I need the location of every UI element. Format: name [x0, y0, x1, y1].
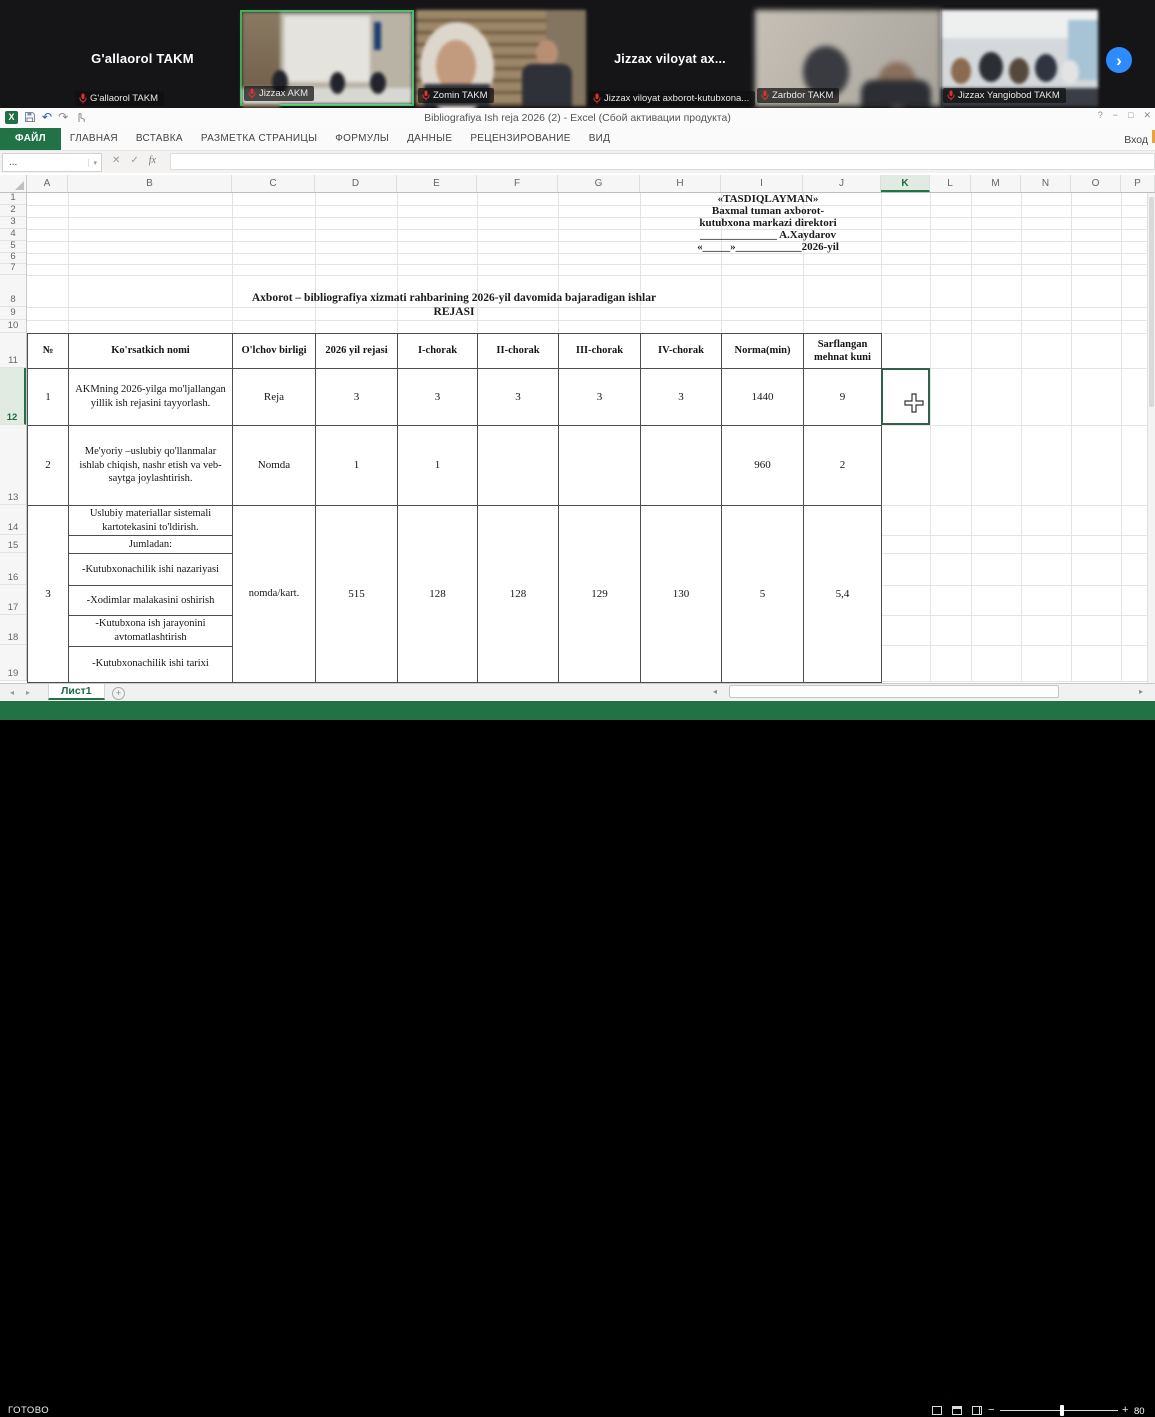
gridline	[971, 193, 972, 681]
row-header-9[interactable]: 9	[0, 307, 26, 320]
tab-formulas[interactable]: ФОРМУЛЫ	[335, 133, 390, 144]
spreadsheet-grid[interactable]	[0, 193, 1155, 683]
column-header-M[interactable]: M	[971, 175, 1021, 192]
tab-review[interactable]: РЕЦЕНЗИРОВАНИЕ	[470, 133, 571, 144]
excel-app-icon[interactable]: X	[5, 111, 18, 124]
gridline	[27, 217, 1155, 218]
participant-label-text: Zarbdor TAKM	[772, 90, 834, 101]
status-text: ГОТОВО	[8, 1405, 50, 1416]
participant-label	[75, 91, 164, 106]
column-header-J[interactable]: J	[803, 175, 881, 192]
gridline	[27, 205, 1155, 206]
column-header-D[interactable]: D	[315, 175, 397, 192]
select-all-corner[interactable]	[0, 175, 27, 192]
gridline	[27, 253, 1155, 254]
normal-view-icon[interactable]	[932, 1406, 942, 1415]
cell[interactable]: Reja	[233, 369, 316, 426]
undo-icon[interactable]: ↶	[42, 110, 53, 124]
participant-label-text: Jizzax AKM	[259, 88, 309, 99]
cell[interactable]: 3	[641, 369, 722, 426]
cell[interactable]: 515	[316, 506, 398, 683]
cell[interactable]: Jumladan:	[69, 536, 233, 554]
row-header-10[interactable]: 10	[0, 320, 26, 333]
cell[interactable]: AKMning 2026-yilga mo'ljallangan yillik ish rejasini tayyorlash.	[69, 369, 233, 426]
approval-line: ______________ A.Xaydarov	[699, 229, 837, 241]
close-button[interactable]: ✕	[1143, 110, 1151, 120]
zoom-in-icon[interactable]: +	[1122, 1404, 1129, 1416]
scrollbar-thumb[interactable]	[1149, 197, 1154, 407]
column-header-G[interactable]: G	[558, 175, 640, 192]
header-cell[interactable]: №	[28, 334, 69, 369]
table-row	[28, 369, 882, 426]
cell-cursor-icon	[904, 393, 924, 413]
row-header-17[interactable]: 17	[0, 585, 26, 615]
cell[interactable]: 3	[28, 506, 69, 683]
row-header-15[interactable]: 15	[0, 535, 26, 553]
row-header-3[interactable]: 3	[0, 217, 26, 229]
gridline	[27, 275, 1155, 276]
column-header-F[interactable]: F	[477, 175, 558, 192]
sign-in-link[interactable]: Вход	[1124, 134, 1148, 146]
window-controls	[1098, 110, 1151, 121]
next-participants-button[interactable]	[1106, 47, 1132, 73]
participant-label-text: Jizzax Yangiobod TAKM	[958, 90, 1060, 101]
gridline	[27, 320, 1155, 321]
tab-view[interactable]: ВИД	[588, 133, 611, 144]
column-headers	[0, 175, 1155, 193]
row-header-5[interactable]: 5	[0, 241, 26, 253]
chevron-right-icon: ›	[1116, 50, 1122, 70]
muted-mic-icon	[947, 90, 955, 101]
chevron-down-icon[interactable]: ▾	[88, 159, 101, 167]
muted-mic-icon	[79, 93, 87, 104]
approval-line: «_____»____________2026-yil	[697, 241, 839, 253]
zoom-out-icon[interactable]: −	[988, 1404, 995, 1416]
sheet-prev-icon[interactable]: ◂	[10, 688, 15, 697]
cell[interactable]: 960	[722, 426, 804, 506]
cell[interactable]: 128	[398, 506, 478, 683]
muted-mic-icon	[422, 90, 430, 101]
row-header-19[interactable]: 19	[0, 645, 26, 681]
approval-block	[648, 193, 888, 253]
video-tile-yangiobod[interactable]	[941, 10, 1098, 106]
cell[interactable]: 2	[28, 426, 69, 506]
cell[interactable]: 5	[722, 506, 804, 683]
plan-title: Axborot – bibliografiya xizmati rahbarining 2026-yil davomida bajaradigan ishlar	[251, 292, 657, 304]
row-header-16[interactable]: 16	[0, 553, 26, 585]
video-tile-zomin[interactable]	[416, 10, 586, 106]
cell[interactable]: 1	[398, 426, 478, 506]
cell[interactable]: -Xodimlar malakasini oshirish	[69, 586, 233, 616]
formula-input[interactable]	[170, 153, 1155, 170]
participant-label	[589, 91, 755, 106]
cell[interactable]	[559, 426, 641, 506]
row-header-11[interactable]: 11	[0, 333, 26, 368]
row-header-14[interactable]: 14	[0, 505, 26, 535]
name-box[interactable]	[2, 153, 102, 172]
cell[interactable]: 129	[559, 506, 641, 683]
name-box-value: ...	[9, 157, 18, 168]
save-icon[interactable]	[24, 111, 36, 123]
participant-label-text: Jizzax viloyat axborot-kutubxona...	[604, 93, 750, 104]
tab-data[interactable]: ДАННЫЕ	[407, 133, 453, 144]
approval-line: Baxmal tuman axborot-	[711, 205, 825, 217]
worksheet-table	[27, 333, 882, 683]
participant-name-viloyat: Jizzax viloyat ax...	[614, 52, 726, 66]
window-title: Bibliografiya Ish reja 2026 (2) - Excel (Сбой активации продукта)	[424, 112, 731, 124]
cell[interactable]: Nomda	[233, 426, 316, 506]
row-header-6[interactable]: 6	[0, 253, 26, 264]
header-cell[interactable]: Norma(min)	[722, 334, 804, 369]
column-header-B[interactable]: B	[68, 175, 232, 192]
scroll-right-icon[interactable]: ▸	[1138, 687, 1143, 696]
cell[interactable]: 3	[398, 369, 478, 426]
ribbon-tabs	[0, 128, 619, 150]
header-cell[interactable]: 2026 yil rejasi	[316, 334, 398, 369]
cell[interactable]: 9	[804, 369, 882, 426]
formula-bar-buttons	[112, 155, 156, 166]
cell[interactable]: 5,4	[804, 506, 882, 683]
sheet-tab-list1[interactable]: Лист1	[48, 684, 105, 700]
zoom-level[interactable]: 80	[1134, 1406, 1145, 1417]
tab-file[interactable]: ФАЙЛ	[0, 128, 61, 150]
table-header-row	[28, 334, 882, 369]
header-cell[interactable]: II-chorak	[478, 334, 559, 369]
scrollbar-thumb[interactable]	[729, 685, 1059, 698]
participant-label	[943, 88, 1066, 103]
row-headers	[0, 193, 27, 681]
header-cell[interactable]: O'lchov birligi	[233, 334, 316, 369]
column-header-H[interactable]: H	[640, 175, 721, 192]
gridline	[1021, 193, 1022, 681]
cell[interactable]	[478, 426, 559, 506]
row-header-12[interactable]: 12	[0, 368, 26, 425]
row-header-2[interactable]: 2	[0, 205, 26, 217]
cancel-icon[interactable]: ✕	[112, 155, 121, 166]
column-header-O[interactable]: O	[1071, 175, 1121, 192]
approval-line: kutubxona markazi direktori	[699, 217, 837, 229]
restore-button[interactable]: □	[1128, 110, 1134, 120]
sheet-next-icon[interactable]: ▸	[26, 688, 31, 697]
horizontal-scrollbar[interactable]	[705, 684, 1143, 699]
cell[interactable]: 3	[316, 369, 398, 426]
muted-mic-icon	[248, 88, 256, 99]
table-row	[28, 426, 882, 506]
column-header-L[interactable]: L	[930, 175, 971, 192]
cell[interactable]: 2	[804, 426, 882, 506]
vertical-scrollbar[interactable]	[1147, 193, 1155, 683]
column-header-E[interactable]: E	[397, 175, 477, 192]
insert-function-icon[interactable]: fx	[148, 155, 156, 166]
status-bar	[0, 701, 1155, 1417]
page-layout-view-icon[interactable]	[952, 1406, 962, 1415]
column-header-A[interactable]: A	[27, 175, 68, 192]
quick-access-toolbar	[5, 110, 85, 124]
video-tile-zarbdor[interactable]	[755, 10, 941, 106]
scroll-left-icon[interactable]: ◂	[713, 687, 718, 696]
gridline	[1121, 193, 1122, 681]
add-sheet-button[interactable]: +	[112, 687, 125, 700]
header-cell[interactable]: IV-chorak	[641, 334, 722, 369]
row-header-1[interactable]: 1	[0, 193, 26, 205]
participant-label-text: Zomin TAKM	[433, 90, 488, 101]
gridline	[27, 229, 1155, 230]
cell[interactable]: -Kutubxonachilik ishi tarixi	[69, 646, 233, 682]
row-header-7[interactable]: 7	[0, 264, 26, 275]
column-header-I[interactable]: I	[721, 175, 803, 192]
approval-line: «TASDIQLAYMAN»	[717, 193, 819, 205]
column-header-N[interactable]: N	[1021, 175, 1071, 192]
video-tile-jizzax-akm[interactable]	[240, 10, 414, 106]
tab-insert[interactable]: ВСТАВКА	[135, 133, 183, 144]
cell[interactable]: Me'yoriy –uslubiy qo'llanmalar ishlab chiqish, nashr etish va veb-saytga joylashtirish.	[69, 426, 233, 506]
participant-label-text: G'allaorol TAKM	[90, 93, 158, 104]
cell[interactable]: 3	[559, 369, 641, 426]
cell[interactable]: 1	[28, 369, 69, 426]
header-cell[interactable]: Sarflangan mehnat kuni	[804, 334, 882, 369]
touch-mode-icon[interactable]	[74, 111, 85, 123]
row-header-4[interactable]: 4	[0, 229, 26, 241]
column-header-K[interactable]: K	[881, 175, 930, 192]
cell[interactable]: Uslubiy materiallar sistemali kartotekasini to'ldirish.	[69, 506, 233, 536]
page-break-view-icon[interactable]	[972, 1406, 982, 1415]
cell[interactable]: 128	[478, 506, 559, 683]
cell[interactable]: 1440	[722, 369, 804, 426]
participant-name-gallaorol: G'allaorol TAKM	[91, 51, 194, 66]
participant-label	[757, 88, 839, 103]
enter-icon[interactable]: ✓	[130, 155, 139, 166]
cell[interactable]: 3	[478, 369, 559, 426]
header-cell[interactable]: Ko'rsatkich nomi	[69, 334, 233, 369]
header-cell[interactable]: III-chorak	[559, 334, 641, 369]
cell[interactable]: nomda/kart.	[233, 506, 316, 683]
gridline	[1071, 193, 1072, 681]
participant-label	[418, 88, 494, 103]
video-strip	[0, 0, 1155, 108]
tab-page-layout[interactable]: РАЗМЕТКА СТРАНИЦЫ	[200, 133, 318, 144]
cell[interactable]: 1	[316, 426, 398, 506]
cell[interactable]: 130	[641, 506, 722, 683]
redo-icon[interactable]: ↷	[58, 110, 69, 124]
plan-subtitle: REJASI	[433, 306, 475, 318]
participant-label	[244, 86, 314, 101]
header-cell[interactable]: I-chorak	[398, 334, 478, 369]
muted-mic-icon	[593, 93, 601, 104]
zoom-slider[interactable]	[1000, 1410, 1118, 1411]
gridline	[27, 241, 1155, 242]
help-button[interactable]: ?	[1097, 110, 1103, 120]
minimize-button[interactable]: −	[1112, 110, 1119, 120]
table-row	[28, 506, 882, 536]
zoom-slider-handle[interactable]	[1060, 1405, 1064, 1416]
cell[interactable]	[641, 426, 722, 506]
row-header-8[interactable]: 8	[0, 275, 26, 307]
row-header-18[interactable]: 18	[0, 615, 26, 645]
row-header-13[interactable]: 13	[0, 425, 26, 505]
column-header-C[interactable]: C	[232, 175, 315, 192]
muted-mic-icon	[761, 90, 769, 101]
cell[interactable]: -Kutubxonachilik ishi nazariyasi	[69, 554, 233, 586]
column-header-P[interactable]: P	[1121, 175, 1155, 192]
gridline	[930, 193, 931, 681]
cell[interactable]: -Kutubxona ish jarayonini avtomatlashtirish	[69, 616, 233, 646]
tab-home[interactable]: ГЛАВНАЯ	[69, 133, 118, 144]
gridline	[27, 264, 1155, 265]
